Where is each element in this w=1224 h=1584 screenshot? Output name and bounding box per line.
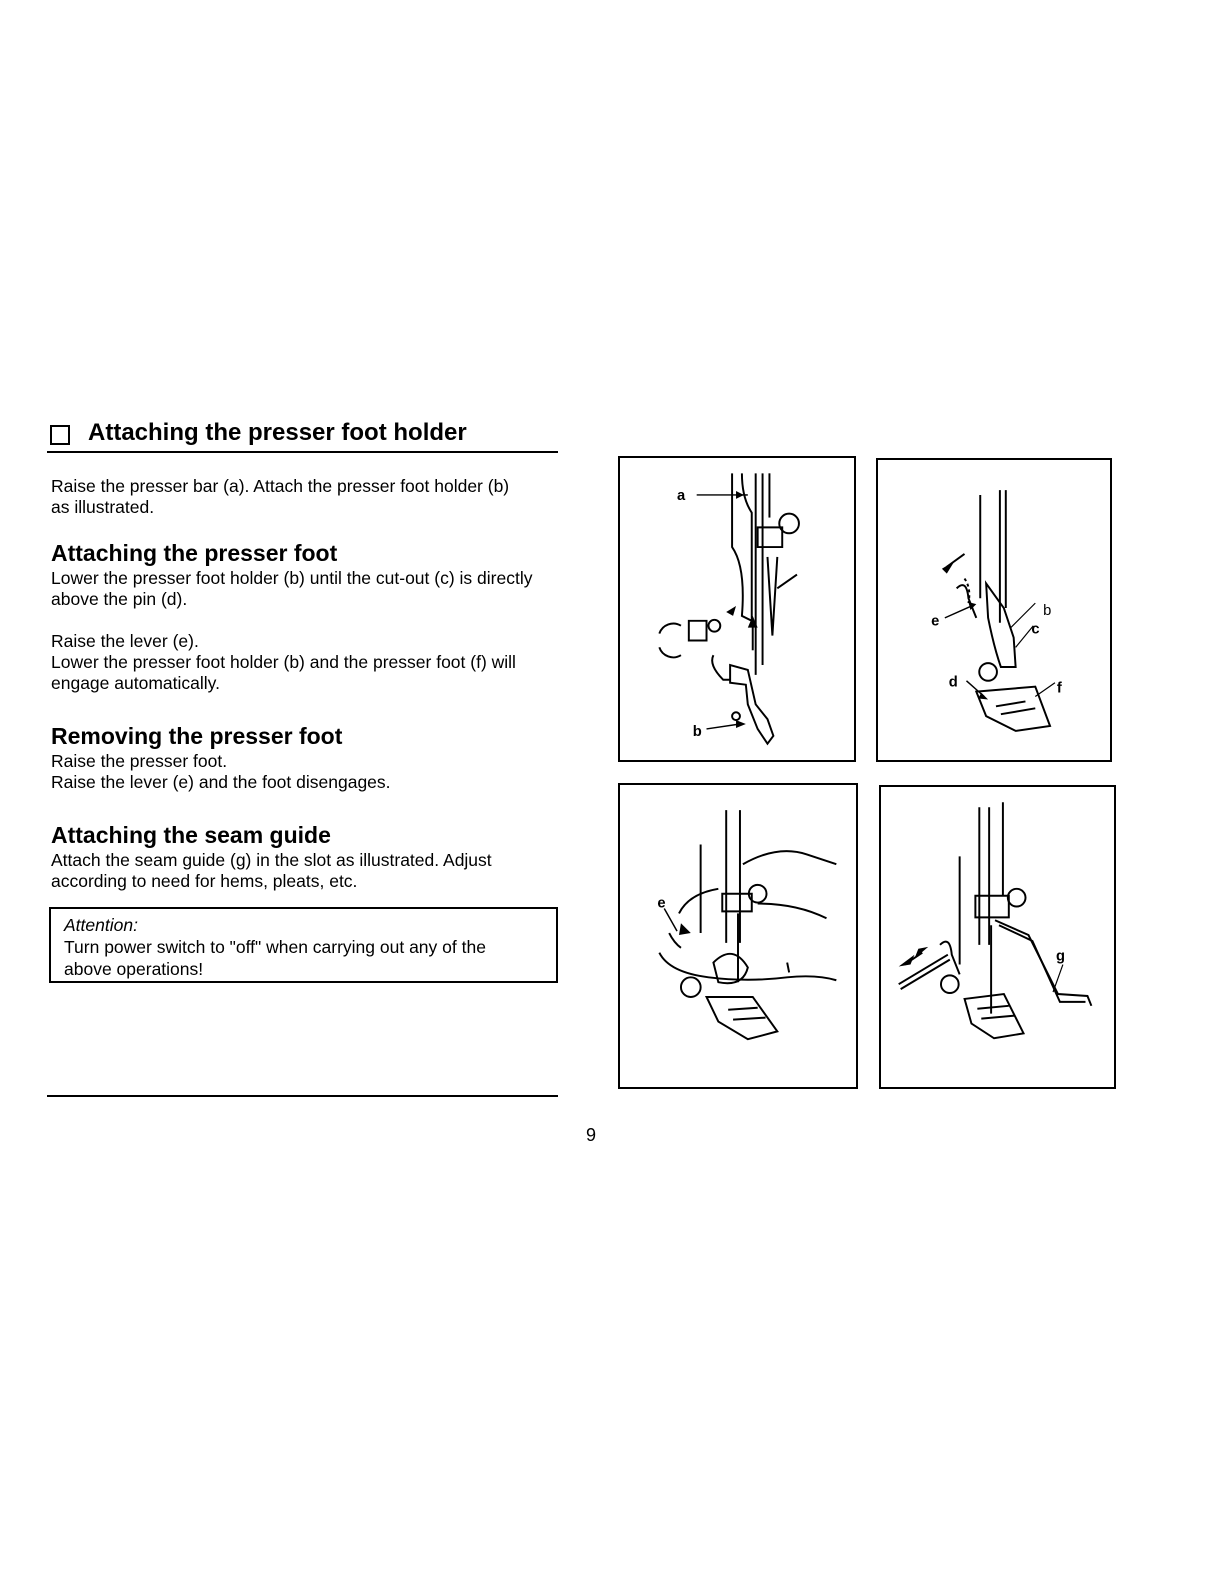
figure-attach-foot — [876, 458, 1112, 762]
figure-remove-foot — [618, 783, 858, 1089]
title-divider — [47, 451, 558, 453]
attention-text: Turn power switch to "off" when carrying out any of the above operations! — [64, 937, 486, 979]
bottom-divider — [47, 1095, 558, 1097]
remove-foot-paragraph: Raise the presser foot. Raise the lever (e) and the foot disengages. — [51, 751, 391, 792]
label-f: f — [1056, 680, 1062, 697]
label-d: d — [948, 674, 958, 691]
heading-remove-foot: Removing the presser foot — [51, 723, 343, 749]
section-checkbox-icon — [50, 425, 70, 445]
figure-seam-guide — [879, 785, 1116, 1089]
label-a: a — [677, 487, 686, 504]
attention-box — [49, 907, 558, 983]
presser-holder-illustration — [620, 458, 854, 760]
presser-foot-remove-illustration — [620, 785, 856, 1087]
presser-foot-attach-illustration — [878, 460, 1110, 760]
seam-guide-paragraph: Attach the seam guide (g) in the slot as illustrated. Adjust according to need for hems, pleats, etc. — [51, 850, 492, 891]
label-g: g — [1055, 948, 1066, 965]
heading-attach-foot: Attaching the presser foot — [51, 540, 338, 566]
heading-seam-guide: Attaching the seam guide — [51, 822, 331, 848]
attach-foot-paragraph-1: Lower the presser foot holder (b) until the cut-out (c) is directly above the pin (d). — [51, 568, 533, 609]
label-b-fig2: b — [1043, 602, 1052, 619]
label-c: c — [1031, 621, 1040, 638]
intro-paragraph: Raise the presser bar (a). Attach the presser foot holder (b) as illustrated. — [51, 476, 510, 517]
label-e: e — [931, 613, 940, 630]
figure-attach-holder — [618, 456, 856, 762]
attention-title: Attention: — [64, 915, 138, 935]
attach-foot-paragraph-2: Raise the lever (e). Lower the presser foot holder (b) and the presser foot (f) will engage automatically. — [51, 631, 516, 693]
page-title: Attaching the presser foot holder — [88, 419, 467, 446]
label-b: b — [692, 723, 702, 740]
seam-guide-illustration — [881, 787, 1114, 1087]
label-e-fig3: e — [657, 895, 666, 912]
page-number: 9 — [586, 1125, 597, 1145]
